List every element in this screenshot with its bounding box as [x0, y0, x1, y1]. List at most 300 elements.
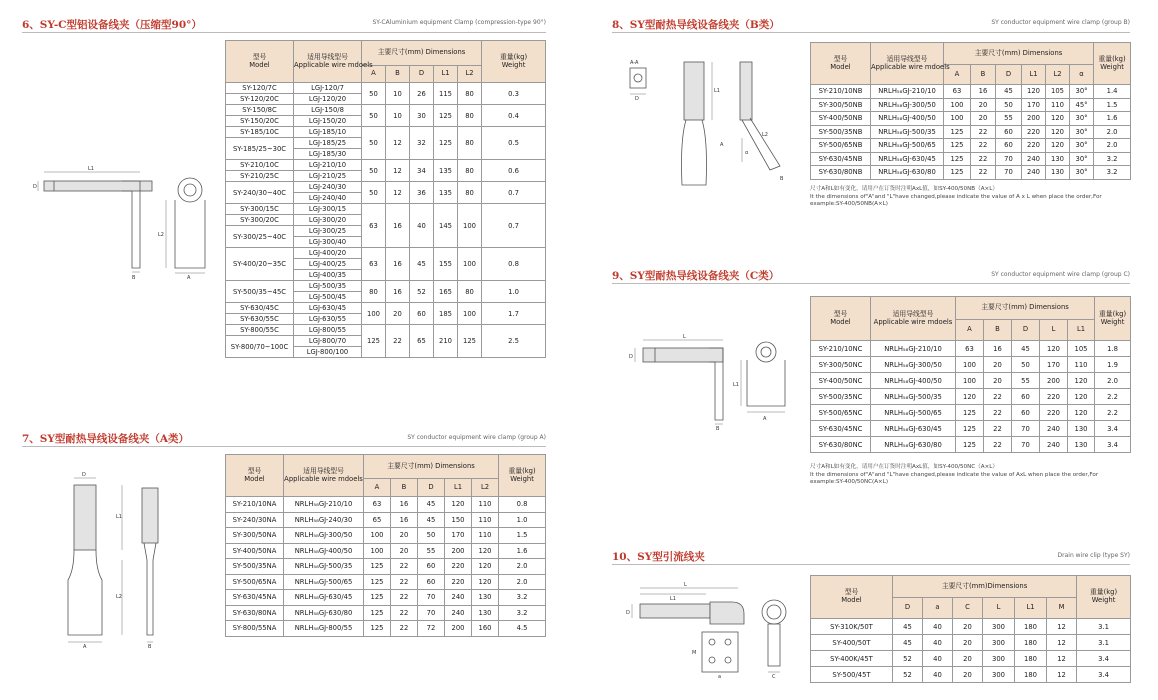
a-cell: 63 — [362, 204, 386, 248]
header-col-d: D — [418, 479, 445, 497]
side-bent — [742, 118, 780, 170]
l1-cell: 135 — [434, 182, 458, 204]
d-cell: 50 — [996, 98, 1022, 112]
wire-cell: NRLH₅₈GJ-300/50 — [871, 357, 956, 373]
table-row — [811, 421, 1131, 437]
a-cell: 100 — [362, 303, 386, 325]
d-cell: 45 — [996, 85, 1022, 99]
dim-m-label: M — [692, 650, 697, 656]
d-cell: 60 — [410, 303, 434, 325]
header-col-l1: L1 — [445, 479, 472, 497]
l-cell: 300 — [983, 667, 1015, 683]
side-body — [768, 624, 780, 666]
header-model: 型号 Model — [226, 41, 294, 83]
l-cell: 240 — [1040, 437, 1068, 453]
b-cell: 20 — [386, 303, 410, 325]
section-10-divider — [612, 564, 1130, 565]
weight-cell: 4.5 — [499, 621, 546, 637]
section-aa-label: A-A — [630, 60, 639, 66]
weight-cell: 0.7 — [482, 204, 546, 248]
weight-cell: 3.1 — [1077, 619, 1131, 635]
b-cell: 10 — [386, 83, 410, 105]
alpha-cell: 45° — [1070, 98, 1094, 112]
d-cell: 60 — [418, 559, 445, 575]
model-cell: SY-400K/45T — [811, 651, 893, 667]
d-cell: 26 — [410, 83, 434, 105]
d-cell: 52 — [410, 281, 434, 303]
header-col-b: B — [984, 320, 1012, 341]
d-cell: 55 — [996, 112, 1022, 126]
l1-cell: 240 — [1022, 152, 1046, 166]
l1-cell: 155 — [434, 248, 458, 281]
header-col-l: L — [983, 598, 1015, 619]
weight-cell: 2.0 — [499, 574, 546, 590]
weight-cell: 1.0 — [499, 512, 546, 528]
clamp-ring-outer — [762, 600, 786, 624]
header-col-c: C — [953, 598, 983, 619]
b-cell: 22 — [984, 405, 1012, 421]
model-cell: SY-185/25~30C — [226, 138, 294, 160]
d-cell: 70 — [418, 605, 445, 621]
l1-cell: 220 — [1022, 125, 1046, 139]
d-cell: 52 — [893, 651, 923, 667]
dim-l1-label: L1 — [116, 514, 122, 520]
wire-cell: LGJ-400/25 — [294, 259, 362, 270]
wire-cell: LGJ-300/40 — [294, 237, 362, 248]
a-cell: 80 — [362, 281, 386, 303]
clamp-ring-outer — [756, 342, 776, 362]
l-cell: 170 — [1040, 357, 1068, 373]
wire-cell: NRLH₅₈GJ-630/80 — [871, 437, 956, 453]
note-en: It the dimensions of"A"and "L"have changed,please indicate the value of AxL when place the order,For example:SY-400/50NC(A×L) — [810, 471, 1099, 486]
a-cell: 100 — [956, 373, 984, 389]
wire-cell: NRLH₅₈GJ-300/50 — [871, 98, 944, 112]
clamp-pad — [747, 360, 785, 406]
wire-cell: LGJ-400/35 — [294, 270, 362, 281]
model-cell: SY-500/65NB — [811, 139, 871, 153]
model-cell: SY-630/80NB — [811, 166, 871, 180]
wire-cell: LGJ-210/10 — [294, 160, 362, 171]
a-cell: 125 — [362, 325, 386, 358]
l1-cell: 120 — [1068, 405, 1095, 421]
table-row — [226, 605, 546, 621]
d-cell: 72 — [418, 621, 445, 637]
model-cell: SY-210/10NB — [811, 85, 871, 99]
weight-cell: 0.7 — [482, 182, 546, 204]
wire-cell: LGJ-500/35 — [294, 281, 362, 292]
model-cell: SY-400/20~35C — [226, 248, 294, 281]
dim-l1-label: L1 — [733, 382, 739, 388]
l1-cell: 180 — [1015, 635, 1047, 651]
header-weight: 重量(kg) Weight — [499, 455, 546, 497]
weight-cell: 1.6 — [1094, 112, 1131, 126]
l2-cell: 80 — [458, 182, 482, 204]
wire-cell: LGJ-630/55 — [294, 314, 362, 325]
header-col-b: B — [971, 65, 996, 85]
d-cell: 45 — [893, 635, 923, 651]
header-col-l2: L2 — [472, 479, 499, 497]
l2-cell: 120 — [472, 574, 499, 590]
weight-cell: 1.5 — [1094, 98, 1131, 112]
weight-cell: 2.0 — [1094, 125, 1131, 139]
section-8-title: 8、SY型耐热导线设备线夹（B类） — [612, 19, 780, 31]
d-cell: 40 — [410, 204, 434, 248]
model-cell: SY-800/55C — [226, 325, 294, 336]
dim-d-label: D — [635, 96, 639, 102]
clamp-pad — [175, 200, 205, 268]
wire-cell: NRLH₅₈GJ-500/65 — [871, 139, 944, 153]
d-cell: 60 — [1012, 405, 1040, 421]
b-cell: 22 — [386, 325, 410, 358]
section-6-title: 6、SY-C型铝设备线夹（压缩型90°） — [22, 19, 202, 31]
weight-cell: 0.4 — [482, 105, 546, 127]
table-row — [811, 667, 1131, 683]
header-col-a: A — [956, 320, 984, 341]
model-cell: SY-500/45T — [811, 667, 893, 683]
alpha-cell: 30° — [1070, 125, 1094, 139]
wire-cell: LGJ-300/20 — [294, 215, 362, 226]
l2-cell: 110 — [472, 528, 499, 544]
weight-cell: 2.0 — [1095, 373, 1131, 389]
dim-d-label: D — [626, 610, 630, 616]
l1-cell: 185 — [434, 303, 458, 325]
section-6-subtitle: SY-CAluminium equipment Clamp (compression-type 90°) — [372, 19, 546, 26]
l1-cell: 220 — [1022, 139, 1046, 153]
dim-a-label: A — [720, 142, 724, 148]
wire-cell: LGJ-120/7 — [294, 83, 362, 94]
header-dimensions: 主要尺寸(mm) Dimensions — [944, 43, 1094, 65]
b-cell: 10 — [386, 105, 410, 127]
d-cell: 45 — [418, 497, 445, 513]
l1-cell: 130 — [1068, 421, 1095, 437]
wire-cell: LGJ-240/30 — [294, 182, 362, 193]
m-cell: 12 — [1047, 619, 1077, 635]
model-cell: SY-150/8C — [226, 105, 294, 116]
l1-cell: 240 — [445, 590, 472, 606]
header-col-a: A — [362, 66, 386, 83]
l2-cell: 105 — [1046, 85, 1070, 99]
table-row — [811, 98, 1131, 112]
side-flat — [144, 543, 156, 635]
wire-cell: NRLH₅₈GJ-500/65 — [284, 574, 364, 590]
wire-cell: LGJ-185/25 — [294, 138, 362, 149]
a-cell: 125 — [944, 152, 971, 166]
header-dimensions: 主要尺寸(mm)Dimensions — [893, 576, 1077, 598]
header-col-l2: L2 — [458, 66, 482, 83]
alpha-cell: 30° — [1070, 166, 1094, 180]
weight-cell: 3.2 — [1094, 166, 1131, 180]
b-cell: 22 — [391, 590, 418, 606]
d-cell: 70 — [996, 166, 1022, 180]
d-cell: 70 — [996, 152, 1022, 166]
table-row — [226, 543, 546, 559]
section-6-table — [225, 40, 546, 358]
header-col-l: L — [1040, 320, 1068, 341]
l1-cell: 120 — [1068, 373, 1095, 389]
section-aa-shape — [630, 68, 646, 88]
weight-cell: 3.4 — [1095, 437, 1131, 453]
section-9-subtitle: SY conductor equipment wire clamp (group C) — [991, 271, 1130, 278]
a-cell: 100 — [944, 112, 971, 126]
c-cell: 20 — [953, 635, 983, 651]
dim-d-label: D — [33, 184, 37, 190]
weight-cell: 0.6 — [482, 160, 546, 182]
a-cell: 50 — [362, 182, 386, 204]
weight-cell: 2.2 — [1095, 405, 1131, 421]
model-cell: SY-240/30NA — [226, 512, 284, 528]
model-cell: SY-300/25~40C — [226, 226, 294, 248]
l2-cell: 120 — [1046, 112, 1070, 126]
table-row — [811, 139, 1131, 153]
section-8-drawing — [620, 50, 800, 200]
a-cell: 125 — [364, 559, 391, 575]
a-cell: 125 — [364, 574, 391, 590]
l1-cell: 220 — [445, 574, 472, 590]
weight-cell: 3.4 — [1095, 421, 1131, 437]
table-row — [811, 85, 1131, 99]
d-cell: 52 — [893, 667, 923, 683]
table-row — [811, 405, 1131, 421]
wire-cell: NRLH₅₈GJ-400/50 — [871, 373, 956, 389]
table-row — [811, 112, 1131, 126]
model-cell: SY-120/7C — [226, 83, 294, 94]
dim-b-label: B — [148, 644, 152, 650]
header-weight: 重量(kg) Weight — [1094, 43, 1131, 85]
header-col-d: D — [1012, 320, 1040, 341]
b-cell: 22 — [391, 559, 418, 575]
l-cell: 220 — [1040, 389, 1068, 405]
wire-cell: NRLH₅₈GJ-500/65 — [871, 405, 956, 421]
header-col-d: D — [996, 65, 1022, 85]
b-cell: 22 — [971, 166, 996, 180]
clamp-head — [710, 602, 744, 624]
dim-l2-label: L2 — [762, 132, 768, 138]
table-row — [811, 166, 1131, 180]
model-cell: SY-500/35NB — [811, 125, 871, 139]
b-cell: 20 — [984, 373, 1012, 389]
clamp-tube — [44, 181, 152, 191]
wire-cell: LGJ-185/30 — [294, 149, 362, 160]
l1-cell: 240 — [1022, 166, 1046, 180]
l1-cell: 105 — [1068, 341, 1095, 357]
a-cell: 63 — [362, 248, 386, 281]
wire-cell: LGJ-800/55 — [294, 325, 362, 336]
section-8-table — [810, 42, 1131, 180]
header-col-d: D — [893, 598, 923, 619]
l2-cell: 125 — [458, 325, 482, 358]
m-cell: 12 — [1047, 635, 1077, 651]
wire-cell: LGJ-300/15 — [294, 204, 362, 215]
l1-cell: 170 — [445, 528, 472, 544]
alpha-cell: 30° — [1070, 152, 1094, 166]
header-col-b: B — [391, 479, 418, 497]
table-row — [811, 152, 1131, 166]
section-9-drawing — [625, 330, 805, 430]
b-cell: 16 — [391, 512, 418, 528]
wire-cell: NRLH₅₈GJ-630/45 — [871, 152, 944, 166]
header-col-a: a — [923, 598, 953, 619]
wire-cell: LGJ-630/45 — [294, 303, 362, 314]
header-model: 型号 Model — [226, 455, 284, 497]
section-9-note — [810, 464, 1130, 487]
model-cell: SY-630/45C — [226, 303, 294, 314]
model-cell: SY-500/35~45C — [226, 281, 294, 303]
wire-cell: LGJ-150/8 — [294, 105, 362, 116]
l2-cell: 110 — [472, 512, 499, 528]
d-cell: 70 — [1012, 421, 1040, 437]
section-10-title: 10、SY型引流线夹 — [612, 551, 705, 563]
weight-cell: 3.4 — [1077, 651, 1131, 667]
b-cell: 22 — [391, 605, 418, 621]
a-cell: 50 — [362, 105, 386, 127]
c-cell: 20 — [953, 619, 983, 635]
wire-cell: NRLH₅₈GJ-630/45 — [871, 421, 956, 437]
header-dimensions: 主要尺寸(mm) Dimensions — [956, 297, 1095, 320]
wire-cell: LGJ-400/20 — [294, 248, 362, 259]
l1-cell: 125 — [434, 105, 458, 127]
l1-cell: 110 — [1068, 357, 1095, 373]
model-cell: SY-630/45NB — [811, 152, 871, 166]
model-cell: SY-630/45NA — [226, 590, 284, 606]
l2-cell: 120 — [1046, 125, 1070, 139]
wire-cell: NRLH₅₈GJ-210/10 — [284, 497, 364, 513]
dim-a-label: A — [763, 416, 767, 422]
header-col-a: A — [364, 479, 391, 497]
header-wire: 适用导线型号 Applicable wire mdoels — [284, 455, 364, 497]
header-col-b: B — [386, 66, 410, 83]
section-8-note — [810, 186, 1130, 209]
weight-cell: 1.8 — [1095, 341, 1131, 357]
dim-b-label: B — [132, 275, 136, 281]
a-cell: 63 — [944, 85, 971, 99]
model-cell: SY-120/20C — [226, 94, 294, 105]
l2-cell: 130 — [472, 605, 499, 621]
clamp-pad — [702, 632, 738, 672]
b-cell: 20 — [391, 543, 418, 559]
table-row — [811, 341, 1131, 357]
b-cell: 22 — [391, 621, 418, 637]
l1-cell: 180 — [1015, 619, 1047, 635]
table-row — [226, 528, 546, 544]
model-cell: SY-240/30~40C — [226, 182, 294, 204]
clamp-ring-inner — [767, 605, 781, 619]
wire-cell: LGJ-240/40 — [294, 193, 362, 204]
b-cell: 22 — [971, 139, 996, 153]
d-cell: 45 — [893, 619, 923, 635]
section-8-divider — [612, 32, 1130, 33]
model-cell: SY-300/50NC — [811, 357, 871, 373]
b-cell: 16 — [386, 281, 410, 303]
header-col-m: M — [1047, 598, 1077, 619]
model-cell: SY-210/10NC — [811, 341, 871, 357]
alpha-cell: 30° — [1070, 112, 1094, 126]
table-row — [226, 512, 546, 528]
l2-cell: 80 — [458, 127, 482, 160]
a-cell: 125 — [944, 125, 971, 139]
weight-cell: 1.9 — [1095, 357, 1131, 373]
section-8-subtitle: SY conductor equipment wire clamp (group B) — [991, 19, 1130, 26]
l1-cell: 180 — [1015, 667, 1047, 683]
l2-cell: 100 — [458, 303, 482, 325]
l2-cell: 80 — [458, 160, 482, 182]
section-7-drawing — [40, 470, 190, 650]
weight-cell: 0.3 — [482, 83, 546, 105]
a-cell: 125 — [944, 166, 971, 180]
d-cell: 45 — [1012, 341, 1040, 357]
l1-cell: 130 — [1068, 437, 1095, 453]
header-model: 型号 Model — [811, 43, 871, 85]
d-cell: 50 — [1012, 357, 1040, 373]
l1-cell: 200 — [445, 621, 472, 637]
d-cell: 60 — [996, 139, 1022, 153]
clamp-ring-inner — [761, 347, 771, 357]
a-cell: 125 — [364, 621, 391, 637]
header-wire: 适用导线型号 Applicable wire mdoels — [871, 43, 944, 85]
model-cell: SY-800/55NA — [226, 621, 284, 637]
header-col-l1: L1 — [1068, 320, 1095, 341]
wire-cell: NRLH₅₈GJ-210/10 — [871, 85, 944, 99]
m-cell: 12 — [1047, 651, 1077, 667]
d-cell: 45 — [410, 248, 434, 281]
a-cell: 100 — [944, 98, 971, 112]
dim-l1-label: L1 — [88, 166, 94, 172]
model-cell: SY-210/10C — [226, 160, 294, 171]
a-cell: 40 — [923, 667, 953, 683]
wire-cell: LGJ-120/20 — [294, 94, 362, 105]
header-col-l1: L1 — [1022, 65, 1046, 85]
l-cell: 120 — [1040, 341, 1068, 357]
l1-cell: 220 — [445, 559, 472, 575]
l2-cell: 100 — [458, 204, 482, 248]
weight-cell: 3.2 — [1094, 152, 1131, 166]
model-cell: SY-630/80NA — [226, 605, 284, 621]
wire-cell: LGJ-800/100 — [294, 347, 362, 358]
section-10-drawing — [622, 580, 807, 680]
model-cell: SY-500/65NA — [226, 574, 284, 590]
clamp-ring-outer — [178, 178, 202, 202]
bolt-hole — [709, 657, 715, 663]
l-cell: 300 — [983, 635, 1015, 651]
side-barrel — [740, 62, 752, 120]
d-cell: 65 — [410, 325, 434, 358]
a-cell: 100 — [364, 543, 391, 559]
b-cell: 16 — [386, 204, 410, 248]
d-cell: 55 — [1012, 373, 1040, 389]
section-7-table — [225, 454, 546, 637]
weight-cell: 2.5 — [482, 325, 546, 358]
a-cell: 125 — [944, 139, 971, 153]
a-cell: 120 — [956, 389, 984, 405]
dim-a-label: A — [187, 275, 191, 281]
header-dimensions: 主要尺寸(mm) Dimensions — [362, 41, 482, 66]
d-cell: 55 — [418, 543, 445, 559]
c-cell: 20 — [953, 651, 983, 667]
table-row — [811, 373, 1131, 389]
a-cell: 50 — [362, 160, 386, 182]
l-cell: 300 — [983, 651, 1015, 667]
table-row — [811, 619, 1131, 635]
b-cell: 22 — [984, 421, 1012, 437]
header-col-l2: L2 — [1046, 65, 1070, 85]
table-row — [811, 651, 1131, 667]
model-cell: SY-210/25C — [226, 171, 294, 182]
clamp-flat — [682, 120, 707, 185]
note-cn: 尺寸A和L如有变化，请用户在订货时注明AxL值，如SY-400/50NB（A×L） — [810, 186, 998, 192]
l2-cell: 120 — [472, 559, 499, 575]
l2-cell: 120 — [472, 543, 499, 559]
l1-cell: 125 — [434, 127, 458, 160]
d-cell: 70 — [1012, 437, 1040, 453]
